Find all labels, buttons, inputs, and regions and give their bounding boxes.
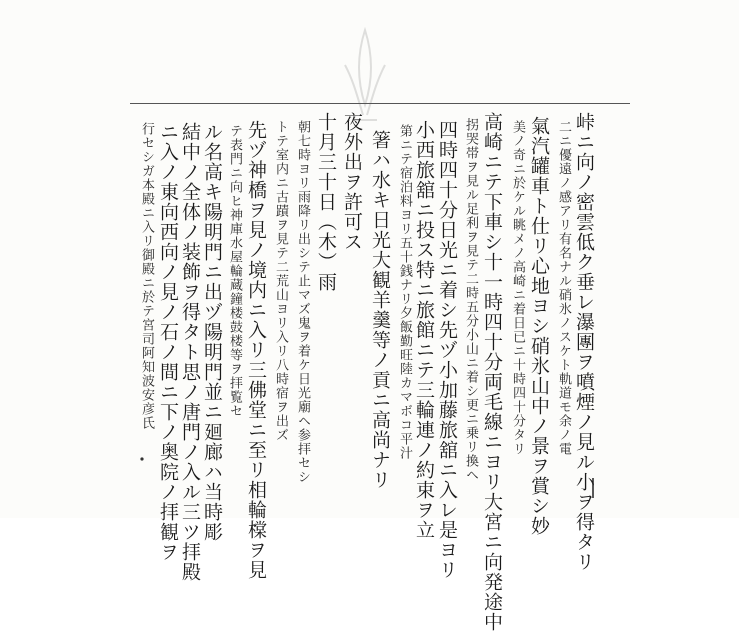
text-column-10: 箸ハ水キ日光大観羊羹等ノ貢ニ高尚ナリ	[369, 130, 391, 490]
text-column-20: 行セシガ本殿ニ入リ御殿ニ於テ宮司阿知波安彦氏	[139, 122, 154, 430]
text-column-4: 美ノ奇ニ於ケル眺メノ高崎ニ着日已ニ十時四十分タリ	[510, 120, 525, 456]
text-column-17: ル名高キ陽明門ニ出ヅ陽明門並ニ廻廊ハ当時彫	[201, 122, 223, 542]
text-column-11: 夜外出ヲ許可ス	[341, 112, 363, 252]
margin-dot-mark	[138, 455, 146, 463]
text-column-9: 第ニテ宿泊料ヨリ五十銭ナリ夕飯勤旺陸カマボコ平汁	[397, 124, 412, 460]
text-column-5: 高崎ニテ下車シ十一時四十分両毛線ニヨリ大宮ニ向発途中	[481, 112, 503, 632]
margin-tick-mark	[591, 478, 595, 498]
text-column-16: テ表門ニ向ヒ神庫水屋輪蔵鐘楼鼓楼等ヲ拝覧セ	[227, 124, 242, 418]
text-column-1: 峠ニ向ノ密雲低ク垂レ瀑團ヲ噴煙ノ見ル小ヲ得タリ	[573, 112, 595, 572]
text-column-7: 四時四十分日光ニ着シ先ヅ小加藤旅舘ニ入レ是ヨリ	[436, 120, 458, 580]
text-column-13: 朝七時ヨリ雨降リ出シテ止マズ鬼ヲ着ケ日光廟ヘ参拝セシ	[295, 120, 310, 484]
text-column-18: 結中ノ全体ノ装飾ヲ得タト思ノ唐門ノ入ル三ツ拝殿	[179, 122, 201, 582]
text-column-6: 拐哭帯ヲ見ル足利ヲ見テ二時五分小山ニ着シ更ニ乗リ換ヘ	[463, 118, 478, 482]
text-column-8: 小西旅舘ニ投ス特ニ旅館ニテ三輪連ノ約束ヲ立	[413, 120, 435, 540]
text-column-19: ニ入ノ東向西向ノ見ノ石ノ間ニ下ノ奥院ノ拝観ヲ	[157, 122, 179, 562]
text-column-15: 先ヅ神橋ヲ見ノ境内ニ入リ三佛堂ニ至リ相輪橖ヲ見	[245, 120, 267, 580]
text-column-2: 二ニ優遠ノ感アリ有名ナル硝氷ノスケト軌道モ余ノ電	[556, 120, 571, 456]
top-rule	[130, 103, 630, 104]
text-column-12: 十月三十日（木）雨	[315, 112, 337, 292]
text-column-14: トテ室内ニ古蹟ヲ見テ二荒山ヨリ入リ八時宿ヲ出ズ	[273, 120, 288, 442]
text-column-3: 氣汽罐車ト仕リ心地ヨシ硝氷山中ノ景ヲ賞シ妙	[528, 116, 550, 536]
